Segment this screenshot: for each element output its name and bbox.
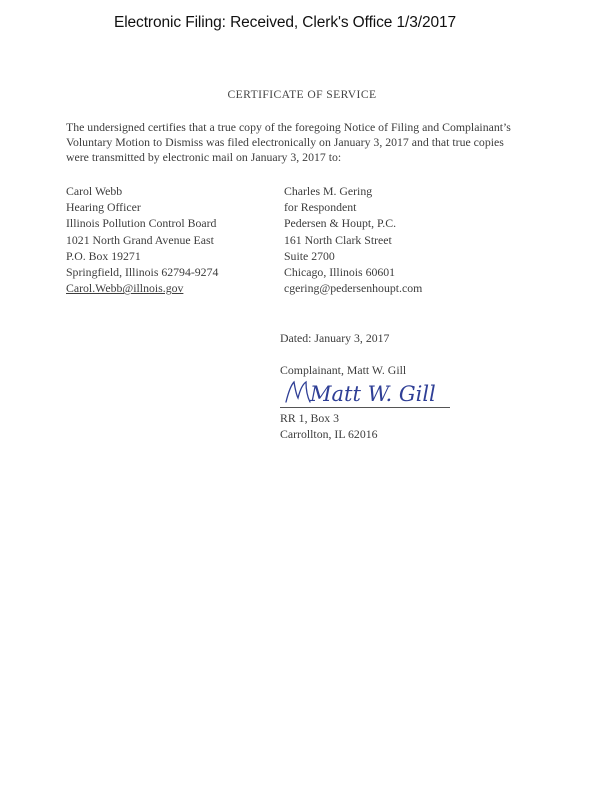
handwritten-signature (280, 372, 455, 412)
recipient-city: Springfield, Illinois 62794-9274 (66, 265, 219, 280)
recipient-street: 1021 North Grand Avenue East (66, 232, 214, 247)
signature-text: Matt W. Gill (310, 382, 436, 406)
certification-line: Voluntary Motion to Dismiss was filed electronically on January 3, 2017 and that true copies (66, 135, 504, 149)
certification-line: were transmitted by electronic mail on January 3, 2017 to: (66, 150, 342, 164)
recipient-email-link[interactable]: Carol.Webb@illnois.gov (66, 281, 184, 296)
dated-line: Dated: January 3, 2017 (280, 331, 390, 345)
recipient-suite: Suite 2700 (284, 248, 335, 263)
recipient-email: cgering@pedersenhoupt.com (284, 281, 423, 296)
signer-address-line1: RR 1, Box 3 (280, 411, 339, 425)
recipient-organization: Illinois Pollution Control Board (66, 216, 217, 231)
document-title: CERTIFICATE OF SERVICE (227, 88, 377, 101)
recipient-po-box: P.O. Box 19271 (66, 248, 141, 263)
recipient-hearing-officer (66, 183, 218, 296)
recipient-name: Carol Webb (66, 184, 123, 198)
recipient-role: for Respondent (284, 200, 357, 215)
signer-address-line2: Carrollton, IL 62016 (280, 427, 378, 442)
recipient-name: Charles M. Gering (284, 184, 373, 198)
recipient-organization: Pedersen & Houpt, P.C. (284, 216, 397, 231)
certification-line: The undersigned certifies that a true copy of the foregoing Notice of Filing and Complainant’s (66, 120, 511, 134)
recipient-respondent-counsel (284, 183, 422, 296)
recipient-role: Hearing Officer (66, 200, 141, 215)
signer-label: Complainant, Matt W. Gill (280, 363, 407, 377)
certification-paragraph (66, 120, 552, 165)
signature-line (280, 407, 450, 408)
recipient-city: Chicago, Illinois 60601 (284, 265, 396, 280)
filing-stamp: Electronic Filing: Received, Clerk's Office 1/3/2017 (113, 14, 457, 31)
recipient-street: 161 North Clark Street (284, 232, 392, 247)
signer-address (280, 410, 378, 442)
